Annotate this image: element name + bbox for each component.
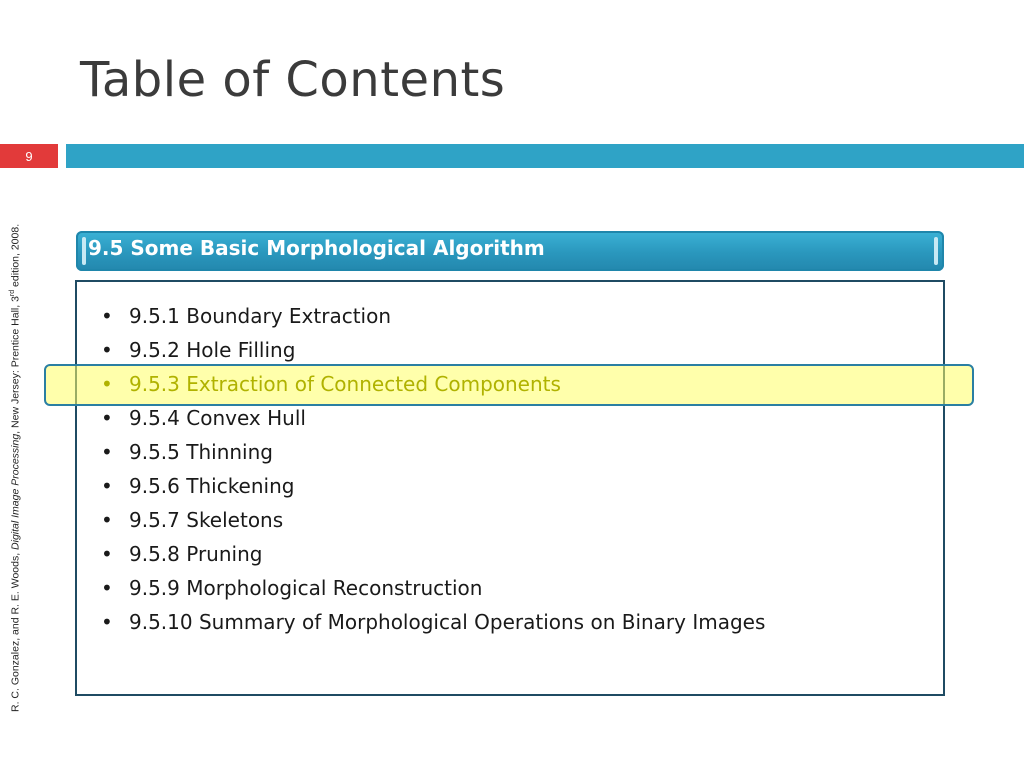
credit-edition-sup: rd bbox=[9, 289, 16, 297]
bullet-icon: • bbox=[101, 440, 113, 464]
page-number-badge bbox=[0, 144, 58, 168]
side-credit bbox=[9, 172, 22, 712]
toc-item-label: 9.5.9 Morphological Reconstruction bbox=[129, 576, 483, 600]
toc-item-highlighted bbox=[101, 367, 765, 401]
toc-item bbox=[101, 333, 765, 367]
toc-list bbox=[101, 299, 765, 639]
page-number: 9 bbox=[25, 148, 33, 164]
toc-item bbox=[101, 299, 765, 333]
section-bar-left-cap bbox=[82, 237, 86, 265]
bullet-icon: • bbox=[101, 372, 113, 396]
header-accent-bar bbox=[66, 144, 1024, 168]
bullet-icon: • bbox=[101, 508, 113, 532]
slide-title: Table of Contents bbox=[80, 52, 506, 108]
credit-book: Digital Image Processing bbox=[9, 433, 22, 550]
toc-item-label: 9.5.2 Hole Filling bbox=[129, 338, 296, 362]
bullet-icon: • bbox=[101, 304, 113, 328]
toc-item bbox=[101, 435, 765, 469]
bullet-icon: • bbox=[101, 610, 113, 634]
toc-item bbox=[101, 605, 765, 639]
bullet-icon: • bbox=[101, 474, 113, 498]
toc-item-label: 9.5.8 Pruning bbox=[129, 542, 263, 566]
toc-item-label: 9.5.4 Convex Hull bbox=[129, 406, 306, 430]
bullet-icon: • bbox=[101, 542, 113, 566]
bullet-icon: • bbox=[101, 576, 113, 600]
toc-item-label: 9.5.10 Summary of Morphological Operations on Binary Images bbox=[129, 610, 766, 634]
section-bar-right-cap bbox=[934, 237, 938, 265]
toc-item bbox=[101, 571, 765, 605]
bullet-icon: • bbox=[101, 338, 113, 362]
toc-item bbox=[101, 503, 765, 537]
bullet-icon: • bbox=[101, 406, 113, 430]
toc-item bbox=[101, 401, 765, 435]
credit-edition: edition, 2008. bbox=[9, 223, 22, 290]
section-title: 9.5 Some Basic Morphological Algorithm bbox=[88, 236, 545, 260]
toc-item-label: 9.5.6 Thickening bbox=[129, 474, 295, 498]
toc-item-label: 9.5.3 Extraction of Connected Components bbox=[129, 372, 561, 396]
section-header-bar bbox=[76, 231, 944, 271]
credit-publisher: , New Jersey: Prentice Hall, 3 bbox=[9, 296, 22, 434]
toc-item-label: 9.5.5 Thinning bbox=[129, 440, 273, 464]
toc-item-label: 9.5.7 Skeletons bbox=[129, 508, 284, 532]
credit-authors: R. C. Gonzalez, and R. E. Woods, bbox=[9, 549, 22, 712]
toc-item bbox=[101, 537, 765, 571]
toc-item-label: 9.5.1 Boundary Extraction bbox=[129, 304, 392, 328]
toc-item bbox=[101, 469, 765, 503]
